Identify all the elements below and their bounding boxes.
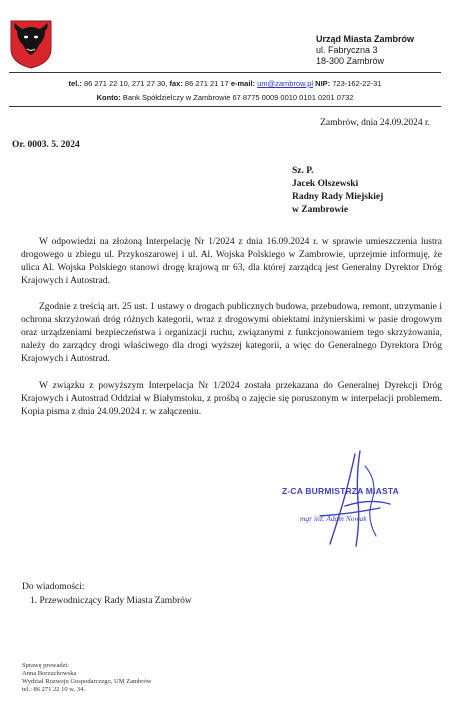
account-value: Bank Spółdzielczy w Zambrowie 67 8775 0009 0010 0101 0201 0732	[122, 93, 354, 102]
addressee-salutation: Sz. P.	[292, 166, 314, 176]
prepared-by-name: Anna Borzuchowska	[22, 670, 77, 677]
office-name: Urząd Miasta Zambrów	[316, 34, 415, 44]
copies-item: 1. Przewodniczący Rady Miasta Zambrów	[30, 596, 192, 606]
office-street: ul. Fabryczna 3	[316, 45, 378, 55]
body-paragraph-3	[21, 380, 442, 419]
body-paragraph-2-text: Zgodnie z treścią art. 25 ust. 1 ustawy o drogach publicznych budowa, przebudowa, remont, utrzymanie i ochrona skrzyżowań dróg różnych kategorii, wraz z drogowymi obiektami inżynierskimi w pasie drogowym oraz urządzeniami bezpieczeństwa i organizacji ruchu, związanymi z funkcjonowaniem tego skrzyżowania, należy do zarządcy drogi właściwego dla drogi wyższej kategorii, a więc do Generalnego Dyrektora Dróg Krajowych i Autostrad.	[21, 302, 442, 364]
letter-date: Zambrów, dnia 24.09.2024 r.	[320, 118, 430, 128]
office-city: 18-300 Zambrów	[316, 56, 385, 66]
addressee-block	[292, 165, 383, 217]
addressee-title: Radny Rady Miejskiej	[292, 192, 384, 202]
copies-label: Do wiadomości:	[22, 582, 85, 592]
nip-value: 723-162-22-31	[332, 79, 382, 88]
body-paragraph-3-text: W związku z powyższym Interpelacja Nr 1/2024 została przekazana do Generalnej Dyrekcji Dróg Krajowych i Autostrad Oddział w Białymstoku, z prośbą o zajęcie się poruszonym w interpelacji problemem. Kopia pisma z dnia 24.09.2024 r. w załączeniu.	[21, 381, 442, 417]
body-paragraph-1	[21, 236, 442, 288]
signature-title: Z-CA BURMISTRZA MIASTA	[282, 486, 399, 496]
prepared-by-department: Wydział Rozwoju Gospodarczego, UM Zambrów	[22, 678, 152, 685]
header-rule-top	[9, 72, 441, 73]
tel-value: 86 271 22 10, 271 27 30,	[83, 79, 168, 88]
prepared-by-phone: tel.: 86 271 22 10 w. 34.	[22, 686, 85, 693]
prepared-by-label: Sprawę prowadzi:	[22, 662, 70, 669]
nip-label: NIP:	[315, 79, 331, 88]
body-paragraph-2	[21, 301, 442, 366]
reference-number: Or. 0003. 5. 2024	[12, 140, 80, 150]
account-line	[0, 93, 450, 102]
body-paragraph-1-text: W odpowiedzi na złożoną Interpelację Nr 1/2024 z dnia 16.09.2024 r. w sprawie umieszczenia lustra drogowego u zbiegu ul. Przykoszarowej i ul. Al. Wojska Polskiego w Zambrowie, uprzejmie informuję, że ulica Al. Wojska Polskiego stanowi drogę krajową nr 63, dla której zarządcą jest Generalny Dyrektor Dróg Krajowych i Autostrad.	[21, 237, 442, 286]
fax-value: 86 271 21 17	[184, 79, 229, 88]
account-label: Konto:	[96, 93, 121, 102]
addressee-name: Jacek Olszewski	[292, 179, 359, 189]
email-label: e-mail:	[230, 79, 255, 88]
email-link[interactable]: um@zambrow.pl	[257, 79, 314, 88]
addressee-place: w Zambrowie	[292, 205, 349, 215]
contact-line	[0, 79, 450, 88]
fax-label: fax:	[169, 79, 183, 88]
signature-name: mgr inż. Adam Nowak	[300, 514, 367, 523]
header-rule-bottom	[9, 106, 441, 107]
prepared-by-block	[22, 662, 151, 694]
tel-label: tel.:	[68, 79, 82, 88]
handwritten-signature	[260, 446, 410, 551]
bison-crest-icon	[9, 19, 53, 69]
